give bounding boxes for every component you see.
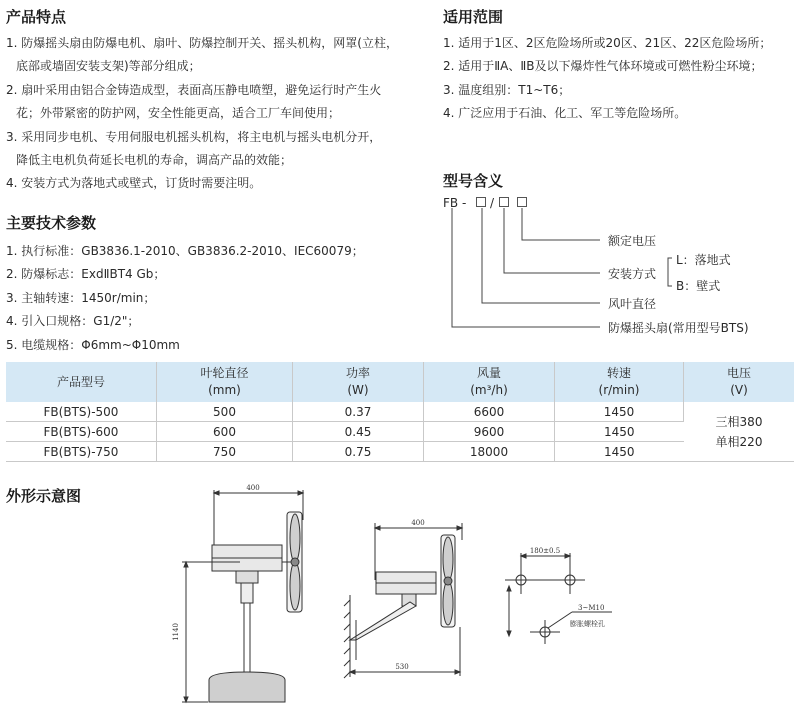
dim-1140: 1140 [172, 623, 180, 641]
note-bolt-hole: 膨胀螺栓孔 [570, 620, 605, 628]
table-header: 电压 (V) [684, 362, 795, 402]
table-header: 产品型号 [6, 362, 157, 402]
list-item: 2. 适用于ⅡA、ⅡB及以下爆炸性气体环境或可燃性粉尘环境； [443, 59, 763, 74]
features-list [6, 32, 398, 196]
table-cell: 9600 [424, 422, 555, 442]
table-cell: 1450 [555, 422, 684, 442]
table-row [6, 422, 794, 442]
model-slash: / [490, 196, 495, 210]
floor-fan-drawing [182, 490, 303, 702]
dim-400-floor: 400 [246, 484, 260, 492]
scope-title: 适用范围 [443, 8, 504, 26]
model-label-fan: 防爆摇头扇(常用型号BTS) [608, 321, 749, 335]
table-header: 风量 (m³/h) [424, 362, 555, 402]
params-title: 主要技术参数 [6, 214, 97, 232]
table-row [6, 442, 794, 462]
model-label-floor: L：落地式 [676, 253, 731, 267]
table-cell: 0.75 [293, 442, 424, 462]
dim-m10: 3~M10 [578, 604, 605, 612]
table-cell: FB(BTS)-750 [6, 442, 157, 462]
spec-table [6, 362, 794, 462]
model-label-install: 安装方式 [608, 267, 657, 281]
model-label-wall: B：壁式 [676, 279, 721, 293]
wall-fan-drawing [344, 523, 462, 678]
model-label-blade: 风叶直径 [608, 297, 657, 311]
list-item: 1. 执行标准：GB3836.1-2010、GB3836.2-2010、IEC60079； [6, 244, 364, 258]
list-item: 4. 安装方式为落地式或壁式，订货时需要注明。 [6, 176, 262, 191]
table-cell: 1450 [555, 442, 684, 462]
model-label-voltage: 额定电压 [608, 234, 657, 248]
outline-drawing [0, 480, 800, 714]
list-item: 3. 采用同步电机、专用伺服电机摇头机构，将主电机与摇头电机分开， [6, 129, 382, 144]
list-item: 2. 防爆标志：ExdⅡBT4 Gb； [6, 267, 166, 282]
table-cell: 750 [157, 442, 293, 462]
list-item: 3. 温度组别：T1~T6； [443, 82, 571, 97]
dim-400-wall: 400 [411, 519, 425, 527]
table-header-row [6, 362, 794, 402]
table-row [6, 402, 794, 422]
list-item: 5. 电缆规格：Φ6mm~Φ10mm [6, 337, 180, 352]
list-item: 1. 适用于1区、2区危险场所或20区、21区、22区危险场所； [443, 36, 772, 50]
list-item: 降低主电机负荷延长电机的寿命，调高产品的效能； [16, 153, 293, 168]
params-list [6, 240, 364, 357]
table-cell: 6600 [424, 402, 555, 422]
table-cell: FB(BTS)-500 [6, 402, 157, 422]
dim-180: 180±0.5 [529, 547, 561, 555]
mounting-hole-drawing [505, 553, 612, 644]
list-item: 底部或墙固安装支架)等部分组成； [16, 59, 201, 74]
model-prefix: FB - [443, 196, 467, 210]
table-cell: 500 [157, 402, 293, 422]
features-title: 产品特点 [6, 8, 67, 26]
table-header: 叶轮直径 (mm) [157, 362, 293, 402]
table-header: 转速 (r/min) [555, 362, 684, 402]
list-item: 花；外带紧密的防护网，安全性能更高，适合工厂车间使用； [16, 106, 341, 121]
table-cell-voltage: 三相380 单相220 [684, 402, 795, 462]
model-title: 型号含义 [443, 172, 504, 190]
table-cell: 0.37 [293, 402, 424, 422]
table-cell: 1450 [555, 402, 684, 422]
table-cell: 0.45 [293, 422, 424, 442]
list-item: 4. 引入口规格：G1/2"； [6, 314, 140, 329]
table-header: 功率 (W) [293, 362, 424, 402]
table-cell: 600 [157, 422, 293, 442]
list-item: 4. 广泛应用于石油、化工、军工等危险场所。 [443, 106, 687, 121]
dim-530: 530 [395, 663, 409, 671]
list-item: 1. 防爆摇头扇由防爆电机、扇叶、防爆控制开关、摇头机构，网罩(立柱， [6, 36, 398, 50]
drawing-title: 外形示意图 [6, 487, 82, 505]
table-cell: 18000 [424, 442, 555, 462]
list-item: 2. 扇叶采用由铝合金铸造成型，表面高压静电喷塑，避免运行时产生火 [6, 82, 382, 97]
scope-list [443, 32, 771, 126]
list-item: 3. 主轴转速：1450r/min； [6, 290, 156, 305]
table-cell: FB(BTS)-600 [6, 422, 157, 442]
